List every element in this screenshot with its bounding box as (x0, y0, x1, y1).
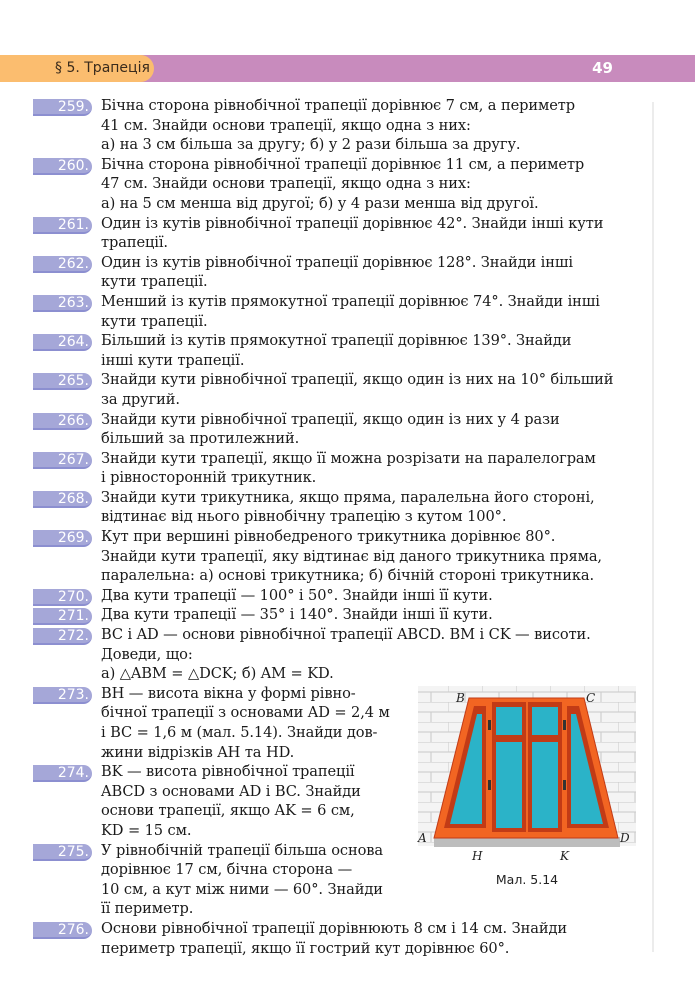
problem-264 (0, 331, 695, 370)
problem-261 (0, 214, 695, 253)
problem-text (101, 155, 631, 214)
text-line: а) на 3 см більша за другу; б) у 2 рази більша за другу. (101, 136, 521, 154)
text-line: відтинає від нього рівнобічну трапецію з кутом 100°. (101, 508, 507, 526)
text-line: інші кути трапеції. (101, 351, 245, 369)
text-line: KD = 15 см. (101, 821, 192, 839)
text-line: дорівнює 17 см, бічна сторона — (101, 861, 353, 879)
text-line: Бічна сторона рівнобічної трапеції дорівнює 7 см, а периметр (101, 97, 575, 114)
problem-267 (0, 449, 695, 488)
vertex-label-d: D (620, 831, 630, 845)
text-line: і BC = 1,6 м (мал. 5.14). Знайди дов- (101, 724, 378, 741)
text-line: паралельна: а) основі трикутника; б) бічній стороні трикутника. (101, 567, 595, 585)
problem-number-badge: 267. (33, 452, 92, 469)
text-line: Основи рівнобічної трапеції дорівнюють 8 см і 14 см. Знайди (101, 919, 567, 937)
problem-number-badge: 262. (33, 256, 92, 273)
problem-263 (0, 292, 695, 331)
figure-caption: Мал. 5.14 (495, 872, 559, 887)
problem-text (101, 331, 631, 370)
problem-number-badge: 268. (33, 491, 92, 508)
text-line: кути трапеції. (101, 273, 208, 291)
section-title: § 5. Трапеція (0, 55, 154, 82)
problem-text (101, 214, 631, 253)
glass-pane (496, 707, 522, 735)
text-line: Більший із кутів прямокутної трапеції дорівнює 139°. Знайди (101, 332, 572, 350)
problem-text (101, 292, 631, 331)
text-line: ABCD з основами AD і BC. Знайди (101, 782, 361, 800)
problem-number-badge: 270. (33, 589, 92, 606)
problem-number-badge: 265. (33, 373, 92, 390)
text-line: 41 см. Знайди основи трапеції, якщо одна з них: (101, 116, 471, 134)
text-line: Знайди кути трапеції, якщо її можна розрізати на паралелограм (101, 449, 596, 467)
text-line: Кут при вершині рівнобедреного трикутника дорівнює 80°. (101, 528, 556, 546)
text-line: BC і AD — основи рівнобічної трапеції ABCD. BM і CK — висоти. (101, 626, 591, 644)
problem-text (101, 625, 631, 684)
problem-text (101, 370, 631, 409)
text-line: Менший із кутів прямокутної трапеції дорівнює 74°. Знайди інші (101, 292, 600, 310)
problem-text (101, 253, 631, 292)
text-line: Знайди кути рівнобічної трапеції, якщо один із них у 4 рази (101, 410, 560, 428)
text-line: її периметр. (101, 900, 194, 918)
problem-number-badge: 263. (33, 295, 92, 312)
text-line: 10 см, а кут між ними — 60°. Знайди (101, 880, 383, 898)
problem-number-badge: 259. (33, 99, 92, 116)
problem-number-badge: 274. (33, 765, 92, 782)
text-line: а) на 5 см менша від другої; б) у 4 рази менша від другої. (101, 194, 539, 212)
glass-pane (496, 742, 522, 828)
problem-270 (0, 586, 695, 606)
point-label-h: H (472, 849, 483, 863)
problem-text (101, 762, 401, 840)
text-line: основи трапеції, якщо AK = 6 см, (101, 802, 355, 820)
problem-number-badge: 276. (33, 922, 92, 939)
problem-number-badge: 269. (33, 530, 92, 547)
text-line: Один із кутів рівнобічної трапеції дорівнює 42°. Знайди інші кути (101, 214, 604, 232)
text-line: Доведи, що: (101, 645, 193, 663)
problem-text (101, 449, 631, 488)
figure-trapezoid-window (414, 682, 640, 894)
point-label-k: K (560, 849, 569, 863)
problem-260 (0, 155, 695, 214)
glass-pane (532, 707, 558, 735)
text-line: кути трапеції. (101, 312, 208, 330)
text-line: Знайди кути рівнобічної трапеції, якщо один із них на 10° більший (101, 371, 614, 389)
window-illustration (414, 682, 640, 867)
problem-272 (0, 625, 695, 684)
glass-pane (532, 742, 558, 828)
text-line: BH — висота вікна у формі рівно- (101, 684, 356, 702)
text-line: Бічна сторона рівнобічної трапеції дорівнює 11 см, а периметр (101, 155, 585, 173)
problem-262 (0, 253, 695, 292)
problem-268 (0, 488, 695, 527)
problem-text (101, 586, 631, 606)
problem-number-badge: 273. (33, 687, 92, 704)
text-line: BK — висота рівнобічної трапеції (101, 763, 355, 781)
text-line: бічної трапеції з основами AD = 2,4 м (101, 704, 390, 722)
problem-271 (0, 605, 695, 625)
text-line: периметр трапеції, якщо її гострий кут дорівнює 60°. (101, 939, 510, 957)
text-line: трапеції. (101, 234, 168, 252)
text-line: за другий. (101, 390, 180, 408)
text-line: 47 см. Знайди основи трапеції, якщо одна з них: (101, 175, 471, 193)
text-line: Один із кутів рівнобічної трапеції дорівнює 128°. Знайди інші (101, 253, 573, 271)
problem-text (101, 96, 631, 155)
problem-269 (0, 527, 695, 586)
problem-266 (0, 410, 695, 449)
problem-number-badge: 260. (33, 158, 92, 175)
vertex-label-a: A (418, 831, 427, 845)
problem-text (101, 841, 401, 919)
problem-265 (0, 370, 695, 409)
vertex-label-b: B (456, 691, 465, 705)
text-line: Два кути трапеції — 100° і 50°. Знайди інші її кути. (101, 586, 493, 604)
problem-text (101, 527, 631, 586)
problem-259 (0, 96, 695, 155)
problem-text (101, 410, 631, 449)
problem-number-badge: 275. (33, 844, 92, 861)
text-line: більший за протилежний. (101, 430, 300, 448)
text-line: Знайди кути трапеції, яку відтинає від даного трикутника пряма, (101, 547, 602, 565)
problem-text (101, 684, 401, 762)
problem-text (101, 605, 631, 625)
problem-number-badge: 271. (33, 608, 92, 625)
problem-text (101, 488, 631, 527)
text-line: а) △ABM = △DCK; б) AM = KD. (101, 665, 334, 683)
problem-276 (0, 919, 695, 958)
text-line: У рівнобічній трапеції більша основа (101, 841, 383, 859)
problem-number-badge: 264. (33, 334, 92, 351)
text-line: Два кути трапеції — 35° і 140°. Знайди інші її кути. (101, 606, 493, 624)
vertex-label-c: C (586, 691, 596, 705)
text-line: і рівносторонній трикутник. (101, 469, 317, 487)
problem-number-badge: 266. (33, 413, 92, 430)
problem-number-badge: 272. (33, 628, 92, 645)
problem-text (101, 919, 631, 958)
page-number: 49 (592, 59, 613, 77)
problem-number-badge: 261. (33, 217, 92, 234)
text-line: жини відрізків AH та HD. (101, 743, 295, 761)
text-line: Знайди кути трикутника, якщо пряма, паралельна його стороні, (101, 488, 595, 506)
